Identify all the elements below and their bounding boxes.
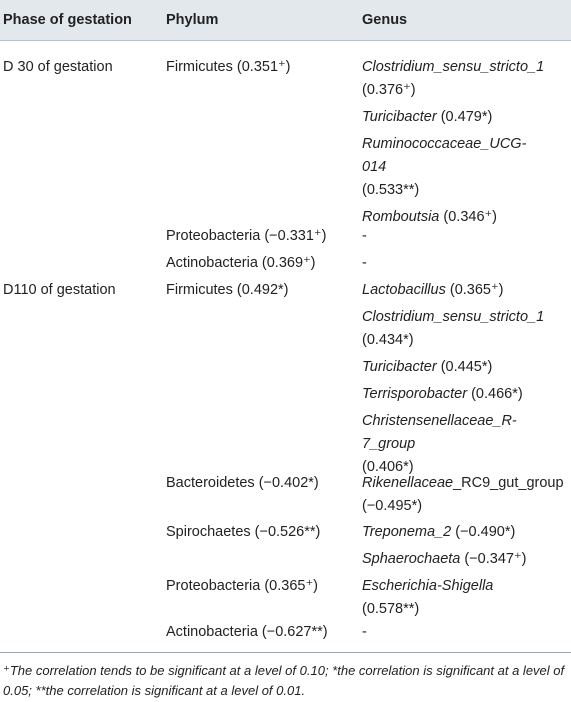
phylum-cell: Firmicutes (0.351⁺): [166, 59, 291, 75]
genus-cell: [362, 472, 567, 518]
phylum-cell: Firmicutes (0.492*): [166, 282, 289, 298]
genus-entry: Romboutsia (0.346⁺): [362, 209, 498, 225]
genus-value: (0.533**): [362, 182, 420, 198]
phylum-cell: Spirochaetes (−0.526**): [166, 524, 321, 540]
phylum-cell: Actinobacteria (0.369⁺): [166, 255, 316, 271]
genus-name-cont: 7_group: [362, 436, 416, 452]
genus-entry: Turicibacter (0.479*): [362, 109, 493, 125]
genus-value: (0.376⁺): [362, 82, 416, 98]
genus-cell: [362, 575, 567, 621]
genus-value: (0.578**): [362, 601, 420, 617]
genus-name: Christensenellaceae_R-: [362, 413, 517, 429]
genus-value: (0.406*): [362, 459, 414, 475]
genus-entry: Terrisporobacter (0.466*): [362, 386, 523, 402]
genus-name: Rikenellaceae_RC9_gut_group: [362, 475, 564, 491]
genus-name: Clostridium_sensu_stricto_1: [362, 59, 545, 75]
genus-cell: -: [362, 228, 367, 244]
phylum-cell: Actinobacteria (−0.627**): [166, 624, 328, 640]
genus-cell: [362, 56, 567, 229]
table-bottom-rule: [0, 652, 571, 653]
genus-name: Ruminococcaceae_UCG-: [362, 136, 527, 152]
header-phylum: Phylum: [166, 12, 219, 28]
genus-entry: Lactobacillus (0.365⁺): [362, 282, 504, 298]
genus-name: Escherichia-Shigella: [362, 578, 494, 594]
genus-value: (0.434*): [362, 332, 414, 348]
phylum-cell: Proteobacteria (−0.331⁺): [166, 228, 327, 244]
phylum-cell: Proteobacteria (0.365⁺): [166, 578, 318, 594]
table-footnote: ⁺The correlation tends to be significant at a level of 0.10; *the correlation is significant at a level of 0.05; **the correlation is significant at a level of 0.01.: [3, 663, 565, 698]
phase-cell: D110 of gestation: [3, 282, 116, 298]
genus-entry: Treponema_2 (−0.490*): [362, 524, 516, 540]
header-phase: Phase of gestation: [3, 12, 132, 28]
genus-name: Clostridium_sensu_stricto_1: [362, 309, 545, 325]
phase-cell: D 30 of gestation: [3, 59, 113, 75]
phylum-cell: Bacteroidetes (−0.402*): [166, 475, 319, 491]
genus-value: (−0.495*): [362, 498, 423, 514]
genus-cell: -: [362, 624, 367, 640]
genus-name-cont: 014: [362, 159, 387, 175]
table-header: [0, 0, 571, 41]
genus-entry: Sphaerochaeta (−0.347⁺): [362, 551, 527, 567]
genus-cell: [362, 521, 567, 571]
genus-cell: -: [362, 255, 367, 271]
genus-cell: [362, 279, 567, 479]
genus-entry: Turicibacter (0.445*): [362, 359, 493, 375]
header-genus: Genus: [362, 12, 408, 28]
